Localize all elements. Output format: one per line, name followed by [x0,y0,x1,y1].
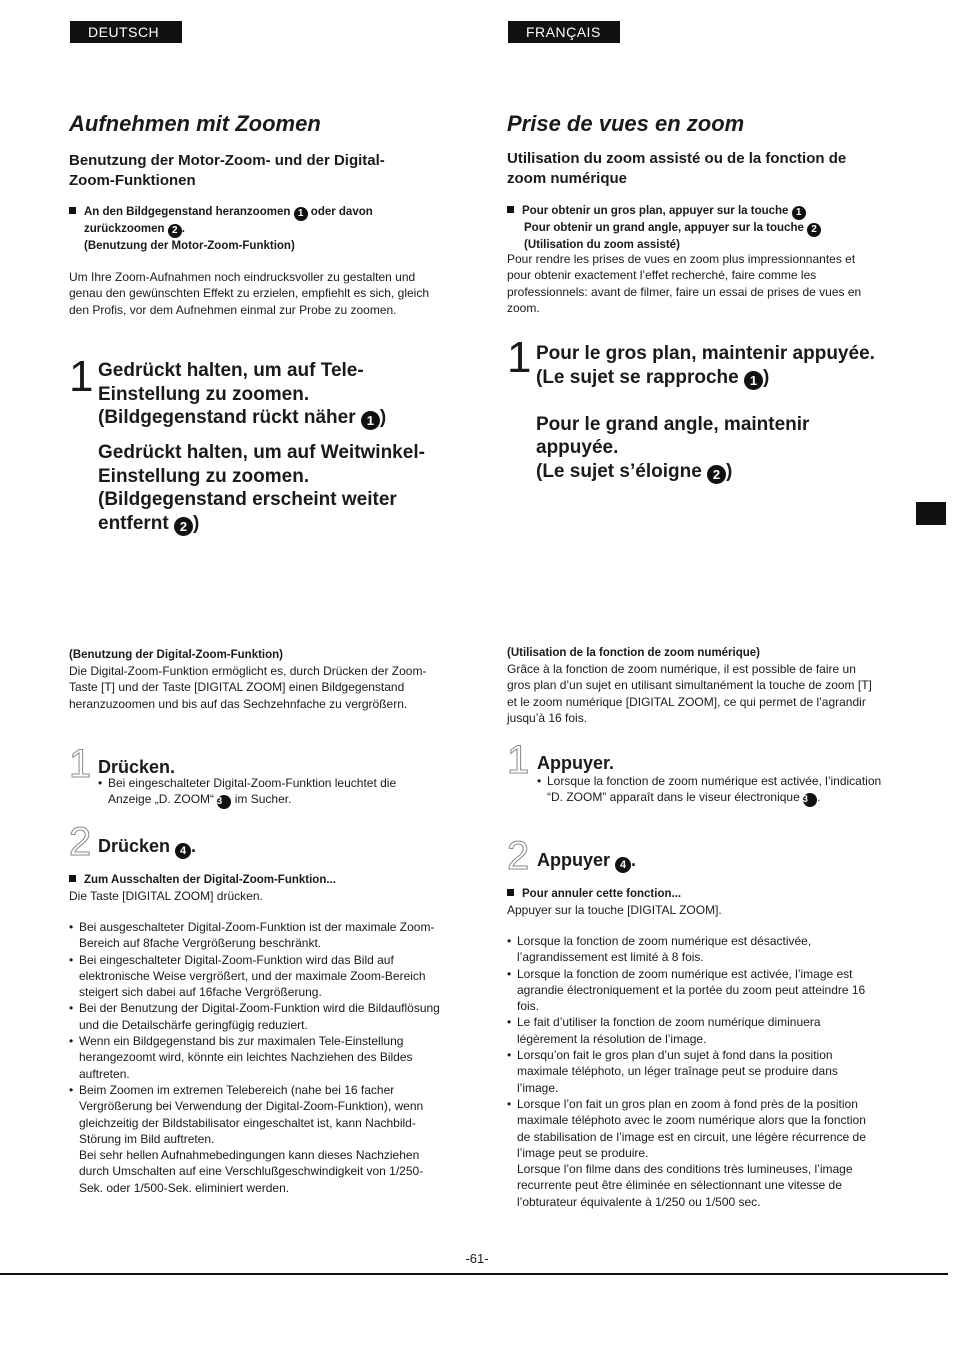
fr-intro: Pour rendre les prises de vues en zoom plus impressionnantes et pour obtenir exactement l’effet recherché, faire comme les professionnels: avant de filmer, faire un essai de prises de vues en zoom. [507,252,862,315]
de-off-heading-row [69,872,336,888]
language-tab-fr-label: FRANÇAIS [526,24,601,40]
square-bullet-icon [507,206,514,213]
fr-digital-step2-title: Appuyer [537,850,611,870]
de-note-line1: An den Bildgegenstand heranzoomen [84,206,291,218]
fr-step1-number: 1 [507,333,532,382]
fr-step1-tele: Pour le gros plan, maintenir appuyée. [536,343,875,364]
fr-digital-step1-title: Appuyer. [537,753,615,773]
de-intro: Um Ihre Zoom-Aufnahmen noch eindrucksvoller zu gestalten und genau den gewünschten Effekt zu erzielen, empfiehlt es sich, gleich den Profis, vor dem Aufnehmen einmal zur Probe zu zoomen. [69,270,429,317]
language-tab-fr [508,21,620,43]
fr-note-line1: Pour obtenir un gros plan, appuyer sur la touche [522,205,789,217]
de-step1-block: Gedrückt halten, um auf Tele-Einstellung zu zoomen. (Bildgegenstand rückt näher 1 ) Gedrückt halten, um auf Weitwinkel-Einstellung zu zoomen. (Bildgegenstand erscheint weiter entfernt 2 ) [98,359,438,536]
list-item: • Bei der Benutzung der Digital-Zoom-Funktion wird die Bildauflösung und die Detailschärfe geringfügig reduziert. [69,1000,441,1033]
fr-digital-text: Grâce à la fonction de zoom numérique, il est possible de faire un gros plan d’un sujet en utilisant simultanément la touche de zoom [T] et le zoom numérique [DIGITAL ZOOM], ce qui permet de l’agrandir jusqu’à 16 fois. [507,662,872,725]
circled-two-icon: 2 [168,224,182,238]
fr-page-title: Prise de vues en zoom [507,111,745,136]
fr-step1-bullet-text: Lorsque la fonction de zoom numérique est activée, l’indication “D. ZOOM” apparaît dans le viseur électronique [547,774,882,805]
de-subtitle: Benutzung der Motor-Zoom- und der Digital-Zoom-Funktionen [69,152,385,189]
fr-notes-tail: Lorsque l’on filme dans des conditions très lumineuses, l’image recurrente peut être éliminée en sélectionnant une vitesse de l’obturateur équivalente à 1/250 ou 1/500 sec. [517,1162,853,1209]
de-step1-wide: Gedrückt halten, um auf Weitwinkel-Einstellung zu zoomen. [98,442,425,487]
circled-one-icon: 1 [294,207,308,221]
circled-one-icon: 1 [744,371,763,390]
de-step1-tele: Gedrückt halten, um auf Tele-Einstellung zu zoomen. [98,360,364,405]
fr-motor-zoom-note [507,203,887,253]
list-item: • Bei ausgeschalteter Digital-Zoom-Funktion ist der maximale Zoom-Bereich auf 8fache Vergrößerung beschränkt. [69,919,441,952]
fr-digital-step2-number: 2 [507,834,530,878]
fr-off-heading-row [507,886,681,902]
list-item: • Lorsque la fonction de zoom numérique est activée, l’image est agrandie électroniquement et la portée du zoom peut atteindre 16 fois. [507,966,882,1015]
de-step1-bullet-text-b: im Sucher. [234,792,292,807]
de-digital-step2-number: 2 [69,820,92,864]
fr-step1-wide-result: (Le sujet s’éloigne [536,460,702,482]
circled-four-icon: 4 [175,843,191,859]
de-off-text: Die Taste [DIGITAL ZOOM] drücken. [69,889,263,903]
list-item: • Lorsqu’on fait le gros plan d’un sujet à fond dans la position maximale téléphoto, un léger traînage peut se produire dans l’image. [507,1047,882,1096]
de-notes-tail: Bei sehr hellen Aufnahmebedingungen kann dieses Nachziehen durch Umschalten auf eine Verschlußgeschwindigkeit von 1/250-Sek. oder 1/500-Sek. eliminiert werden. [79,1148,424,1195]
language-tab-de-label: DEUTSCH [88,24,160,40]
square-bullet-icon [507,889,514,896]
de-note-line3: (Benutzung der Motor-Zoom-Funktion) [84,240,295,252]
fr-digital-step1-number: 1 [507,738,530,782]
fr-step1-block: Pour le gros plan, maintenir appuyée. (Le sujet se rapproche 1 ) Pour le grand angle, maintenir appuyée. (Le sujet s’éloigne 2 ) [536,342,881,484]
circled-two-icon: 2 [174,517,193,536]
de-digital-text: Die Digital-Zoom-Funktion ermöglicht es, durch Drücken der Zoom-Taste [T] und der Taste [DIGITAL ZOOM] einen Bildgegenstand heranzuzoomen und bis auf das Sechzehnfache zu vergrößern. [69,664,427,711]
fr-digital-step1-bullet: • Lorsque la fonction de zoom numérique est activée, l’indication “D. ZOOM” apparaît dans le viseur électronique 3 . [537,773,882,807]
square-bullet-icon [69,207,76,214]
list-item: • Beim Zoomen im extremen Telebereich (nahe bei 16 facher Vergrößerung bei Verwendung der Digital-Zoom-Funktion), wenn gleichzeitig der Bildstabilisator eingeschaltet ist, kann Nachbild-Störung im Bild auftreten. [69,1082,441,1147]
de-digital-step2-title: Drücken [98,836,171,856]
de-step1-bullet-text: Bei eingeschalteter Digital-Zoom-Funktion leuchtet die Anzeige „D. ZOOM“ [108,776,397,807]
de-notes-list [69,919,441,1196]
fr-note-line3: (Utilisation du zoom assisté) [524,239,680,251]
fr-step1-wide: Pour le grand angle, maintenir appuyée. [536,413,810,458]
fr-note-line2: Pour obtenir un grand angle, appuyer sur la touche [524,222,804,234]
fr-notes-list [507,933,882,1210]
circled-three-icon: 3 [217,795,231,809]
de-note-line1b: oder davon [310,206,373,218]
circled-two-icon: 2 [807,223,821,237]
language-tab-de [70,21,182,43]
list-item: • Wenn ein Bildgegenstand bis zur maximalen Tele-Einstellung herangezoomt wird, könnte ein leichtes Nachziehen des Bildes auftreten. [69,1033,441,1082]
de-motor-zoom-note: An den Bildgegenstand heranzoomen 1 oder davon zurückzoomen 2 . (Benutzung der Motor-Zoom-Funktion) [69,204,429,254]
de-digital-step1-bullet [98,775,428,809]
circled-one-icon: 1 [361,411,380,430]
de-digital-step2: Drücken 4 . [98,836,197,857]
list-item: • Le fait d’utiliser la fonction de zoom numérique diminuera légèrement la résolution de l’image. [507,1014,882,1047]
de-digital-step1-title: Drücken. [98,757,176,777]
de-step1-tele-result: (Bildgegenstand rückt näher [98,407,356,428]
fr-digital-step2: Appuyer 4 . [537,850,637,871]
de-step1-number: 1 [69,352,94,401]
page-number: -61- [465,1251,489,1266]
circled-one-icon: 1 [792,206,806,220]
de-digital-heading: (Benutzung der Digital-Zoom-Funktion) [69,649,283,661]
fr-digital-heading: (Utilisation de la fonction de zoom numérique) [507,647,761,659]
de-note-line2: zurückzoomen [84,223,165,235]
fr-off-text: Appuyer sur la touche [DIGITAL ZOOM]. [507,903,722,917]
de-page-title: Aufnehmen mit Zoomen [69,111,321,136]
fr-off-heading: Pour annuler cette fonction... [522,888,682,900]
circled-two-icon: 2 [707,465,726,484]
fr-subtitle: Utilisation du zoom assisté ou de la fonction de zoom numérique [507,150,847,187]
list-item: • Lorsque l’on fait un gros plan en zoom à fond près de la position maximale téléphoto avec le zoom numérique alors que la fonction de stabilisation de l’image est en circuit, une légère récurrence de l’image peut se produire. [507,1096,882,1161]
square-bullet-icon [69,875,76,882]
list-item: • Bei eingeschalteter Digital-Zoom-Funktion wird das Bild auf elektronische Weise vergrößert, und der maximale Zoom-Bereich steigert sich dabei auf 16fache Vergrößerung. [69,952,441,1001]
de-digital-step1-number: 1 [69,742,92,786]
de-off-heading: Zum Ausschalten der Digital-Zoom-Funktion... [84,874,336,886]
de-step1-wide-result: (Bildgegenstand erscheint weiter entfernt [98,489,397,534]
circled-four-icon: 4 [615,857,631,873]
fr-step1-tele-result: (Le sujet se rapproche [536,366,739,388]
circled-three-icon: 3 [803,793,817,807]
list-item: • Lorsque la fonction de zoom numérique est désactivée, l’agrandissement est limité à 8 fois. [507,933,882,966]
section-marker [916,502,946,525]
footer-rule [0,1273,948,1275]
